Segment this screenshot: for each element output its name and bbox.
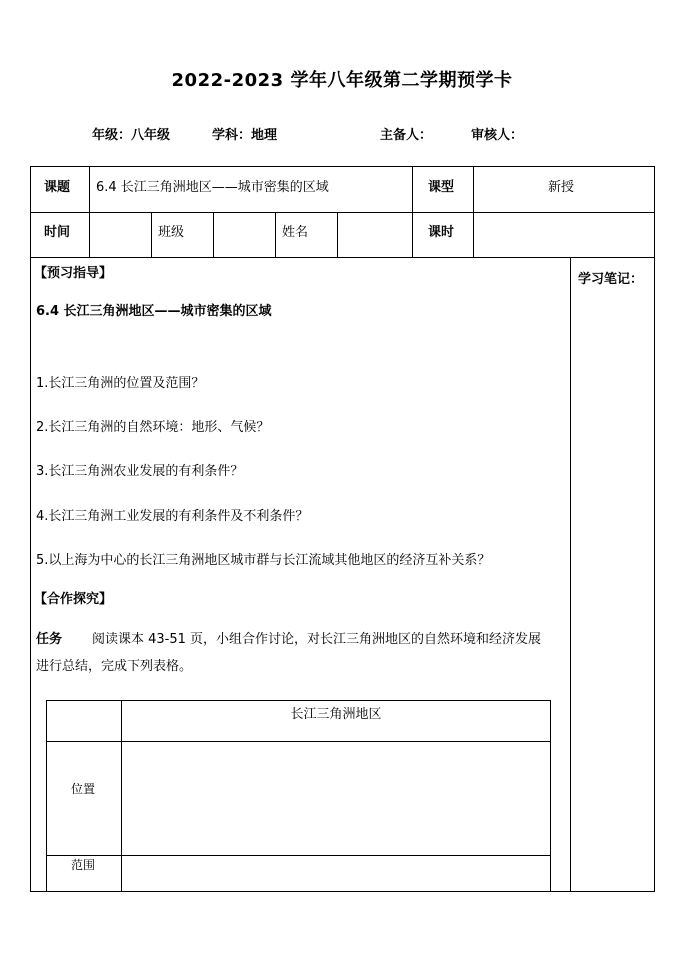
name-label: 姓名 [282,225,309,240]
time-label: 时间 [44,225,71,240]
notes-label: 学习笔记： [578,272,644,287]
topic-label: 课题 [44,180,71,195]
task-line-1: 阅读课本 43-51 页，小组合作讨论，对长江三角洲地区的自然环境和经济发展 [92,632,542,647]
type-value: 新授 [548,180,575,195]
reviewer-label: 审核人： [471,128,524,143]
row-label-range: 范围 [71,858,96,872]
grade-label: 年级：八年级 [92,128,171,143]
explore-heading: 【合作探究】 [34,592,113,607]
task-label: 任务 [36,632,63,647]
page-title: 2022-2023 学年八年级第二学期预学卡 [171,70,513,91]
period-label: 课时 [428,225,455,240]
inner-column-header: 长江三角洲地区 [290,707,382,722]
question-5: 5.以上海为中心的长江三角洲地区城市群与长江流域其他地区的经济互补关系？ [36,553,491,568]
subject-label: 学科：地理 [212,128,278,143]
preparer-label: 主备人： [380,128,433,143]
question-3: 3.长江三角洲农业发展的有利条件？ [36,464,244,479]
preview-subtitle: 6.4 长江三角洲地区——城市密集的区域 [36,304,272,319]
row-label-location: 位置 [71,782,96,796]
task-line-2: 进行总结，完成下列表格。 [36,659,193,674]
type-label: 课型 [428,180,455,195]
topic-value: 6.4 长江三角洲地区——城市密集的区域 [96,180,329,195]
question-1: 1.长江三角洲的位置及范围？ [36,376,205,391]
question-2: 2.长江三角洲的自然环境：地形、气候？ [36,420,270,435]
class-label: 班级 [158,225,185,240]
preview-heading: 【预习指导】 [34,266,113,281]
question-4: 4.长江三角洲工业发展的有利条件及不利条件？ [36,509,309,524]
